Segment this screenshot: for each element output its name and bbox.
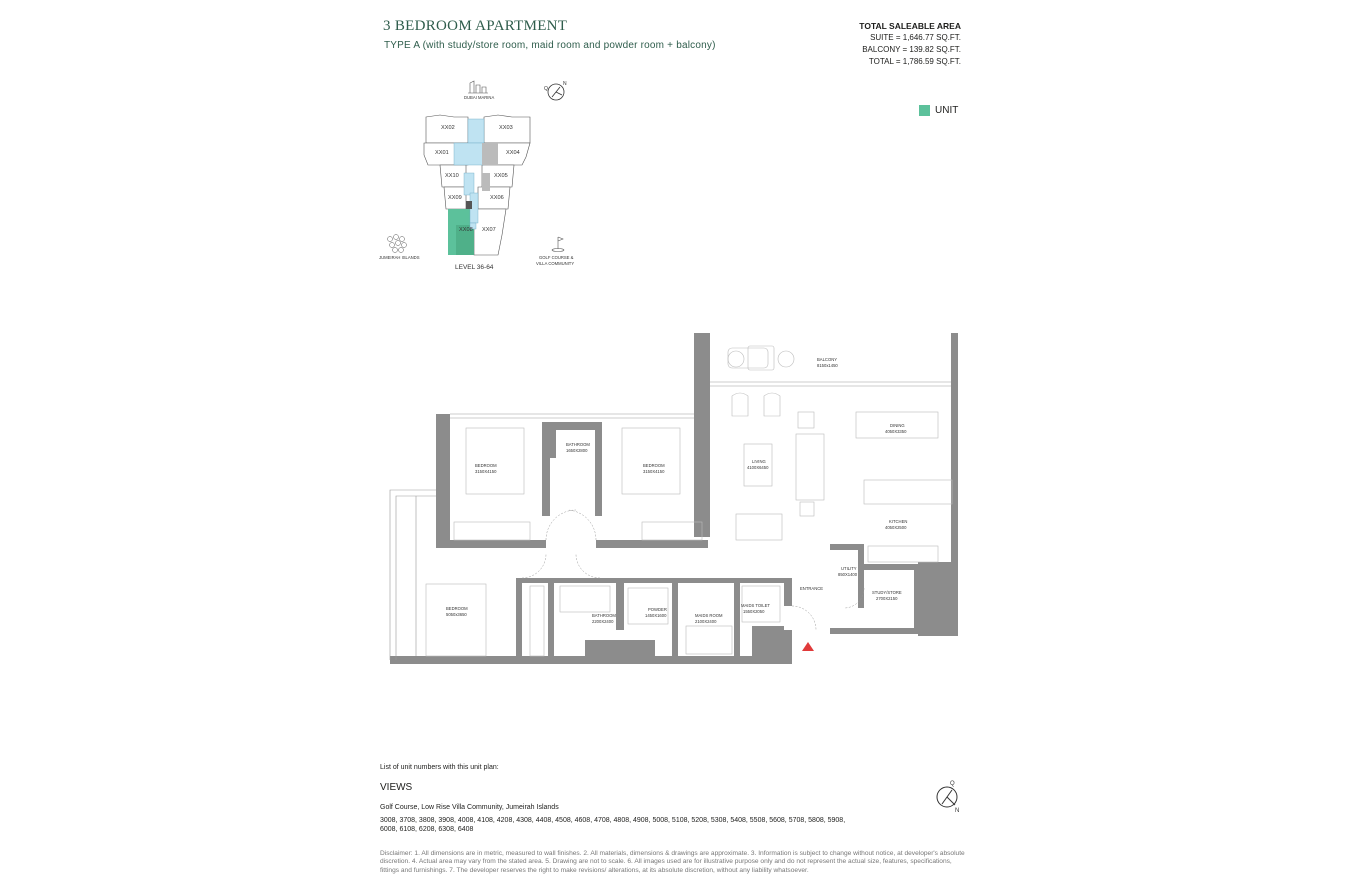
size-bedroom-1: 3150X4150: [475, 469, 497, 474]
key-plan-service-2: [482, 173, 490, 191]
glazing-lines: [390, 382, 951, 660]
kp-label-xx04: XX04: [506, 150, 520, 156]
label-entrance: ENTRANCE: [800, 586, 824, 591]
label-bedroom-1: BEDROOM: [475, 463, 497, 468]
size-bedroom-2: 3150X4150: [643, 469, 665, 474]
size-utility: 850X1400: [838, 572, 858, 577]
size-dining: 4050X3350: [885, 429, 907, 434]
kp-label-xx09: XX09: [448, 195, 462, 201]
golf-course-icon: [552, 237, 564, 252]
kp-label-xx10: XX10: [445, 173, 459, 179]
page-subtitle: TYPE A (with study/store room, maid room and powder room + balcony): [384, 40, 716, 51]
size-master-bedroom: 5050x3650: [446, 612, 467, 617]
size-powder: 1450X1600: [645, 613, 667, 618]
label-bathroom-2: BATHROOM: [592, 613, 616, 618]
label-dining: DINING: [890, 423, 905, 428]
key-plan: [370, 75, 590, 280]
area-total: TOTAL = 1,786.59 SQ.FT.: [868, 57, 961, 66]
area-balcony: BALCONY = 139.82 SQ.FT.: [862, 45, 961, 54]
size-maids-toilet: 1550X2050: [743, 609, 765, 614]
label-kitchen: KITCHEN: [889, 519, 908, 524]
label-balcony: BALCONY: [817, 357, 838, 362]
key-plan-service: [482, 143, 498, 165]
label-bedroom-2: BEDROOM: [643, 463, 665, 468]
label-master-bedroom: BEDROOM: [446, 606, 468, 611]
label-maids-room: MAIDS ROOM: [695, 613, 723, 618]
kp-label-xx07: XX07: [482, 227, 496, 233]
size-balcony: 8150x1450: [817, 363, 838, 368]
golf-course-label-2: VILLA COMMUNITY: [536, 261, 575, 266]
size-study: 2700X2150: [876, 596, 898, 601]
size-bathroom-1: 1650X2800: [566, 448, 588, 453]
dubai-marina-label: DUBAI MARINA: [464, 95, 495, 100]
views-description: Golf Course, Low Rise Villa Community, Jumeirah Islands: [380, 804, 559, 811]
key-plan-stair: [466, 201, 472, 209]
area-suite: SUITE = 1,646.77 SQ.FT.: [870, 33, 961, 42]
size-maids-room: 2100X2400: [695, 619, 717, 624]
views-heading: VIEWS: [380, 782, 413, 793]
kp-label-xx08: XX08: [459, 227, 473, 233]
furniture: [426, 346, 952, 656]
label-maids-toilet: MAIDS TOILET: [741, 603, 770, 608]
label-study: STUDY/STORE: [872, 590, 902, 595]
footer-compass-n: N: [955, 808, 960, 814]
walls: [390, 333, 958, 664]
size-living: 4100X6450: [747, 465, 769, 470]
kp-label-xx05: XX05: [494, 173, 508, 179]
label-living: LIVING: [752, 459, 766, 464]
keyplan-compass-n: N: [563, 81, 567, 87]
unit-legend: [919, 105, 958, 116]
footer-compass-icon: [930, 778, 966, 814]
jumeirah-islands-label: JUMEIRAH ISLANDS: [379, 255, 420, 260]
label-powder: POWDER: [648, 607, 667, 612]
area-summary: [859, 20, 961, 68]
floor-plan: [380, 330, 970, 670]
kp-label-xx02: XX02: [441, 125, 455, 131]
disclaimer: Disclaimer: 1. All dimensions are in metric, measured to wall finishes. 2. All materials, dimensions & drawings are approximate. 3. Information is subject to change without notice, at developer's absolute discretion. 4. Actual area may vary from the stated area. 5. Drawing are not to scale. 6. All images used are for illustrative purpose only and do not represent the actual size, features, specifications, fittings and furnishings. 7. The developer reserves the right to make revisions/ alterations, at its absolute discretion, without any liability whatsoever.: [380, 850, 965, 874]
label-bathroom-1: BATHROOM: [566, 442, 590, 447]
footer-compass-q: Q: [950, 781, 955, 787]
area-heading: TOTAL SALEABLE AREA: [859, 21, 961, 31]
unit-legend-swatch: [919, 105, 930, 116]
keyplan-compass-q: Q: [544, 86, 548, 92]
dubai-marina-icon: [468, 81, 488, 93]
keyplan-compass-icon: [548, 84, 564, 100]
kp-label-xx06: XX06: [490, 195, 504, 201]
entrance-marker-icon: [802, 642, 814, 651]
unit-legend-label: UNIT: [935, 105, 959, 116]
golf-course-label-1: GOLF COURSE &: [539, 255, 574, 260]
kp-label-xx03: XX03: [499, 125, 513, 131]
label-utility: UTILITY: [841, 566, 857, 571]
unit-numbers: 3008, 3708, 3808, 3908, 4008, 4108, 4208, 4308, 4408, 4508, 4608, 4708, 4808, 4908, 5008, 5108, 5208, 5308, 5408, 5508, 5608, 5708, 5808, 5908, 6008, 6108, 6208, 6308, 6408: [380, 817, 846, 833]
kp-label-xx01: XX01: [435, 150, 449, 156]
jumeirah-islands-icon: [388, 235, 407, 253]
size-kitchen: 4050X2500: [885, 525, 907, 530]
page-title: 3 BEDROOM APARTMENT: [383, 18, 568, 34]
unit-list-heading: List of unit numbers with this unit plan:: [380, 764, 499, 771]
size-bathroom-2: 2200X2400: [592, 619, 614, 624]
kp-level-label: LEVEL 36-64: [455, 264, 494, 271]
